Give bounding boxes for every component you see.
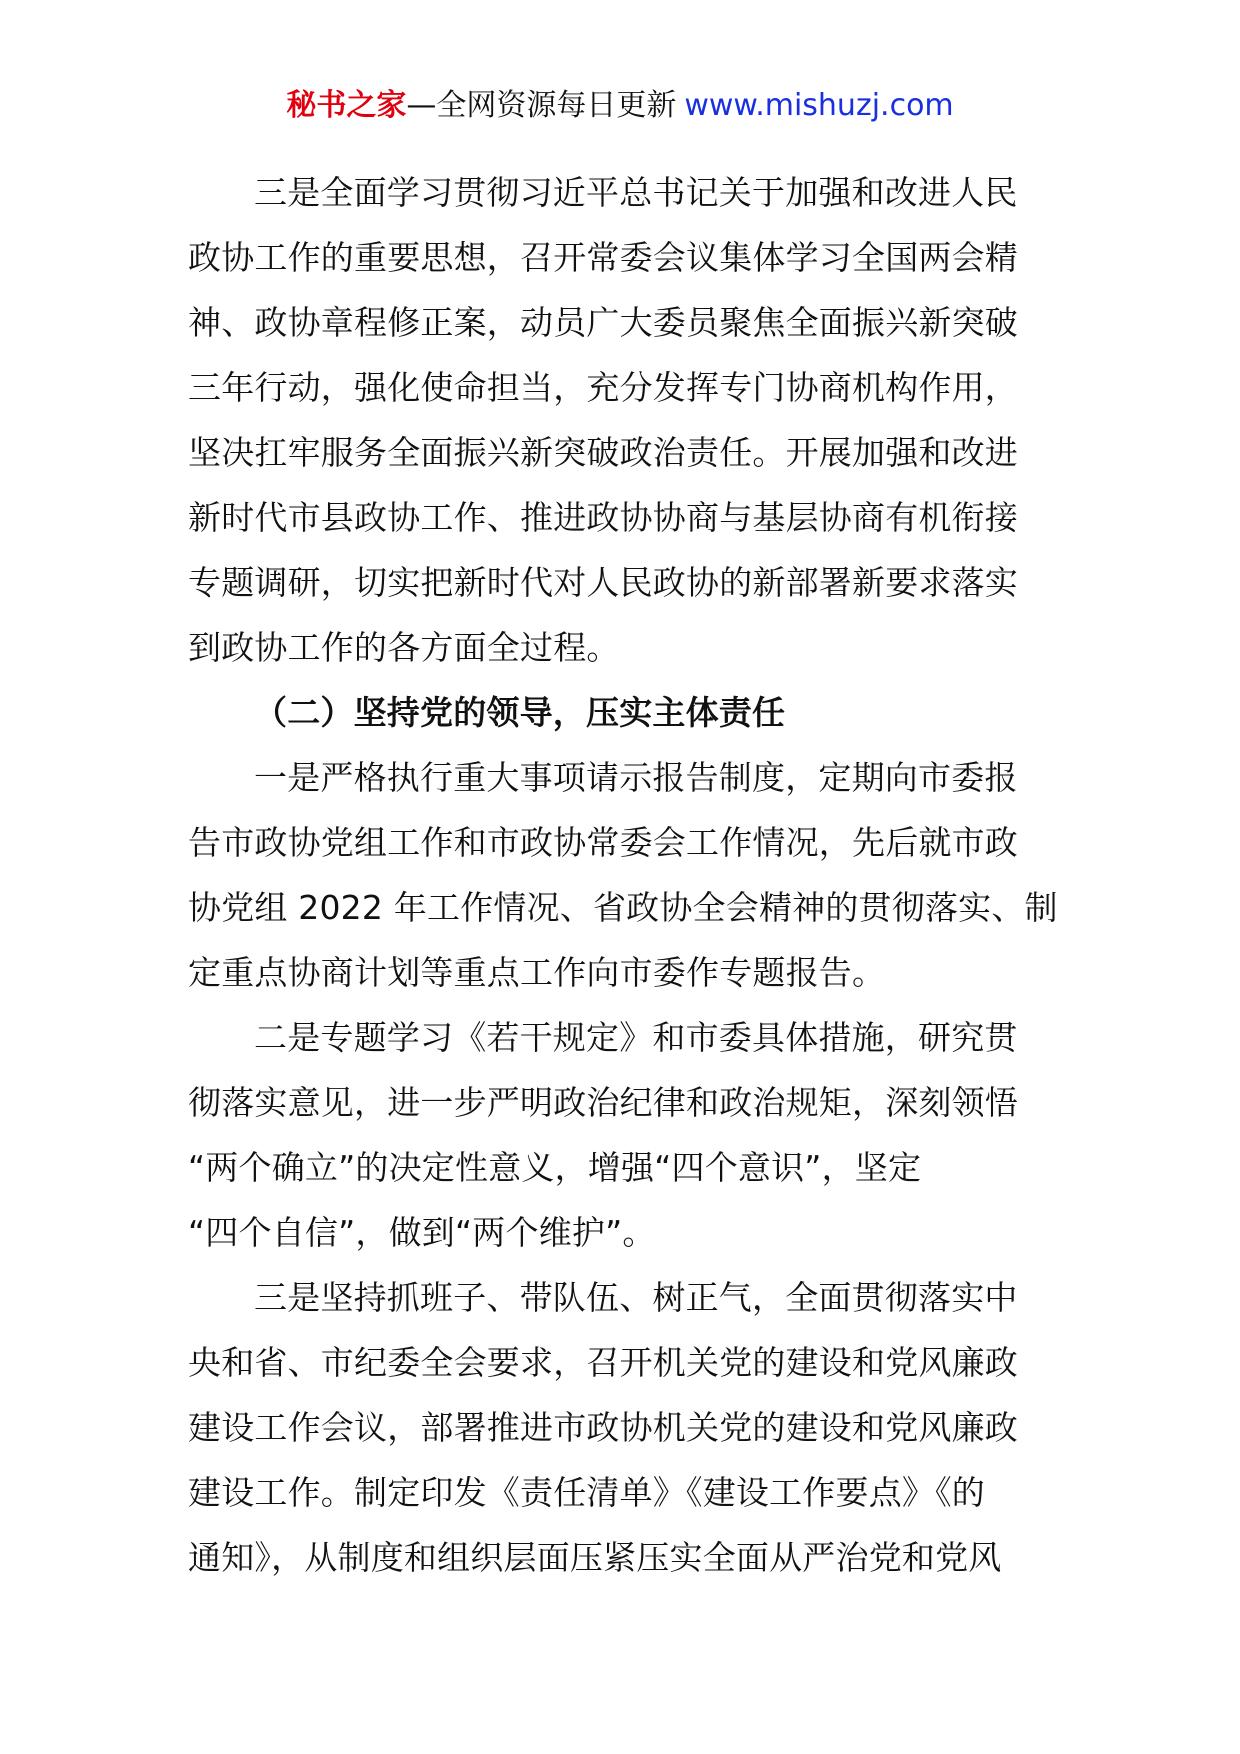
paragraph-line: 通知》，从制度和组织层面压紧压实全面从严治党和党风 [188, 1538, 1002, 1577]
paragraph-line: 二是专题学习《若干规定》和市委具体措施，研究贯 [254, 1018, 1018, 1057]
paragraph-line: “四个自信”，做到“两个维护”。 [188, 1213, 656, 1252]
header-url-link[interactable]: www.mishuzj.com [684, 88, 954, 123]
paragraph-line: 一是严格执行重大事项请示报告制度，定期向市委报 [254, 758, 1018, 797]
header-tagline: —全网资源每日更新 [406, 88, 677, 123]
paragraph-line: 协党组 2022 年工作情况、省政协全会精神的贯彻落实、制 [188, 888, 1058, 927]
paragraph-line: 新时代市县政协工作、推进政协协商与基层协商有机衔接 [188, 498, 1018, 537]
paragraph-line: 定重点协商计划等重点工作向市委作专题报告。 [188, 953, 886, 992]
section-heading: （二）坚持党的领导，压实主体责任 [254, 693, 786, 732]
paragraph-line: 央和省、市纪委全会要求，召开机关党的建设和党风廉政 [188, 1343, 1018, 1382]
paragraph-line: 到政协工作的各方面全过程。 [188, 628, 620, 667]
paragraph-line: 坚决扛牢服务全面振兴新突破政治责任。开展加强和改进 [188, 433, 1018, 472]
page-header [0, 86, 1240, 126]
paragraph-line: 政协工作的重要思想，召开常委会议集体学习全国两会精 [188, 238, 1018, 277]
paragraph-line: 建设工作。制定印发《责任清单》《建设工作要点》《的 [188, 1473, 985, 1512]
paragraph-line: 告市政协党组工作和市政协常委会工作情况，先后就市政 [188, 823, 1018, 862]
document-body [188, 160, 1058, 1590]
paragraph-line: 专题调研，切实把新时代对人民政协的新部署新要求落实 [188, 563, 1018, 602]
header-brand: 秘书之家 [286, 88, 407, 123]
paragraph-line: 神、政协章程修正案，动员广大委员聚焦全面振兴新突破 [188, 303, 1018, 342]
paragraph-line: 建设工作会议，部署推进市政协机关党的建设和党风廉政 [188, 1408, 1018, 1447]
paragraph-line: 彻落实意见，进一步严明政治纪律和政治规矩，深刻领悟 [188, 1083, 1018, 1122]
paragraph-line: 三是全面学习贯彻习近平总书记关于加强和改进人民 [254, 173, 1018, 212]
paragraph-line: 三是坚持抓班子、带队伍、树正气，全面贯彻落实中 [254, 1278, 1018, 1317]
paragraph-line: 三年行动，强化使命担当，充分发挥专门协商机构作用， [188, 368, 1018, 407]
paragraph-line: “两个确立”的决定性意义，增强“四个意识”，坚定 [188, 1148, 922, 1187]
